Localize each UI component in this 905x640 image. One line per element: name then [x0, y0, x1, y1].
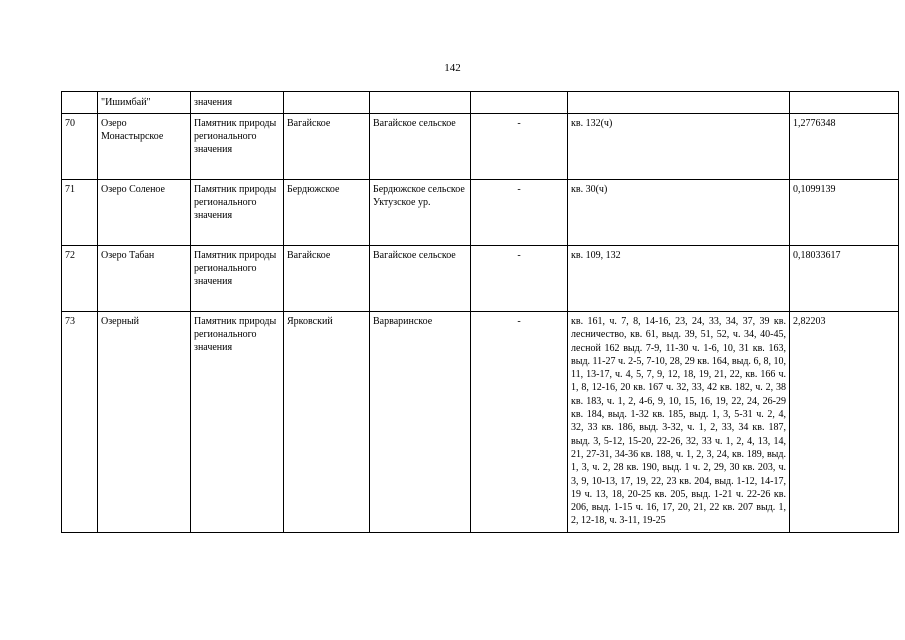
cell-name: "Ишимбай" — [98, 92, 191, 114]
cell-name: Озеро Соленое — [98, 180, 191, 246]
cell-settlement: Бердюжское сельское Уктузское ур. — [370, 180, 471, 246]
cell-num: 73 — [62, 312, 98, 533]
cell-area: 2,82203 — [790, 312, 899, 533]
cell-area: 0,18033617 — [790, 246, 899, 312]
cell-area: 0,1099139 — [790, 180, 899, 246]
cell-district: Вагайское — [284, 114, 370, 180]
cell-settlement: Варваринское — [370, 312, 471, 533]
cell-dash: - — [471, 114, 568, 180]
cell-category: Памятник природы регионального значения — [191, 114, 284, 180]
cell-quarters: кв. 30(ч) — [568, 180, 790, 246]
cell-num: 71 — [62, 180, 98, 246]
cell-name: Озерный — [98, 312, 191, 533]
cell-settlement: Вагайское сельское — [370, 246, 471, 312]
cell-area: 1,2776348 — [790, 114, 899, 180]
cell-district: Ярковский — [284, 312, 370, 533]
cell-name: Озеро Табан — [98, 246, 191, 312]
cell-num: 72 — [62, 246, 98, 312]
cell-quarters: кв. 161, ч. 7, 8, 14-16, 23, 24, 33, 34, 37, 39 кв. лесничество, кв. 61, выд. 39, 51, 52, ч. 34, 40-45, лесной 162 выд. 7-9, 11-30 ч. 1-6, 10, 31 кв. 163, выд. 11-27 ч. 2-5, 7-10, 28, 29 кв. 164, выд. 6, 8, 10, 11, 13-17, ч. 4, 5, 7, 9, 12, 18, 19, 21, 22, кв. 166 ч. 1, 8, 12-16, 20 кв. 167 ч. 32, 33, 42 кв. 182, ч. 2, 38 кв. 183, ч. 1, 2, 4-6, 9, 10, 15, 16, 19, 22, 24, 26-29 кв. 184, выд. 1-32 кв. 185, выд. 1, 3, 5-31 ч. 2, 4, 32, 33 кв. 186, выд. 3-32, ч. 1, 2, 33, 34 кв. 187, выд. 3, 5-12, 15-20, 22-26, 32, 33 ч. 1, 2, 4, 13, 14, 21, 27-31, 34-36 кв. 188, ч. 1, 2, 3, 24, кв. 189, выд. 1, 3, ч. 2, 28 кв. 190, выд. 1 ч. 2, 29, 30 кв. 203, ч. 3, 9, 10-13, 17, 19, 22, 23 кв. 204, выд. 1-12, 14-17, 19 ч. 13, 18, 20-25 кв. 205, выд. 1-21 ч. 22-26 кв. 206, выд. 1-15 ч. 16, 17, 20, 21, 22 кв. 207 выд. 1, 2, 12-18, ч. 3-11, 19-25 — [568, 312, 790, 533]
cell-dash: - — [471, 246, 568, 312]
cell-settlement: Вагайское сельское — [370, 114, 471, 180]
cell-dash: - — [471, 312, 568, 533]
cell-category: Памятник природы регионального значения — [191, 180, 284, 246]
table-row — [62, 312, 899, 533]
cell-district: Вагайское — [284, 246, 370, 312]
cell-district: Бердюжское — [284, 180, 370, 246]
cell-name: Озеро Монастырское — [98, 114, 191, 180]
cell-num — [62, 92, 98, 114]
cell-category: Памятник природы регионального значения — [191, 246, 284, 312]
table-row — [62, 114, 899, 180]
cell-settlement — [370, 92, 471, 114]
table-row — [62, 180, 899, 246]
cell-quarters: кв. 132(ч) — [568, 114, 790, 180]
cell-dash — [471, 92, 568, 114]
cell-category: значения — [191, 92, 284, 114]
cell-quarters — [568, 92, 790, 114]
cell-area — [790, 92, 899, 114]
cell-num: 70 — [62, 114, 98, 180]
table-row — [62, 246, 899, 312]
cell-quarters: кв. 109, 132 — [568, 246, 790, 312]
cell-dash: - — [471, 180, 568, 246]
protected-areas-table — [61, 91, 899, 533]
page-number: 142 — [444, 62, 461, 74]
table-row-continuation — [62, 92, 899, 114]
cell-district — [284, 92, 370, 114]
cell-category: Памятник природы регионального значения — [191, 312, 284, 533]
